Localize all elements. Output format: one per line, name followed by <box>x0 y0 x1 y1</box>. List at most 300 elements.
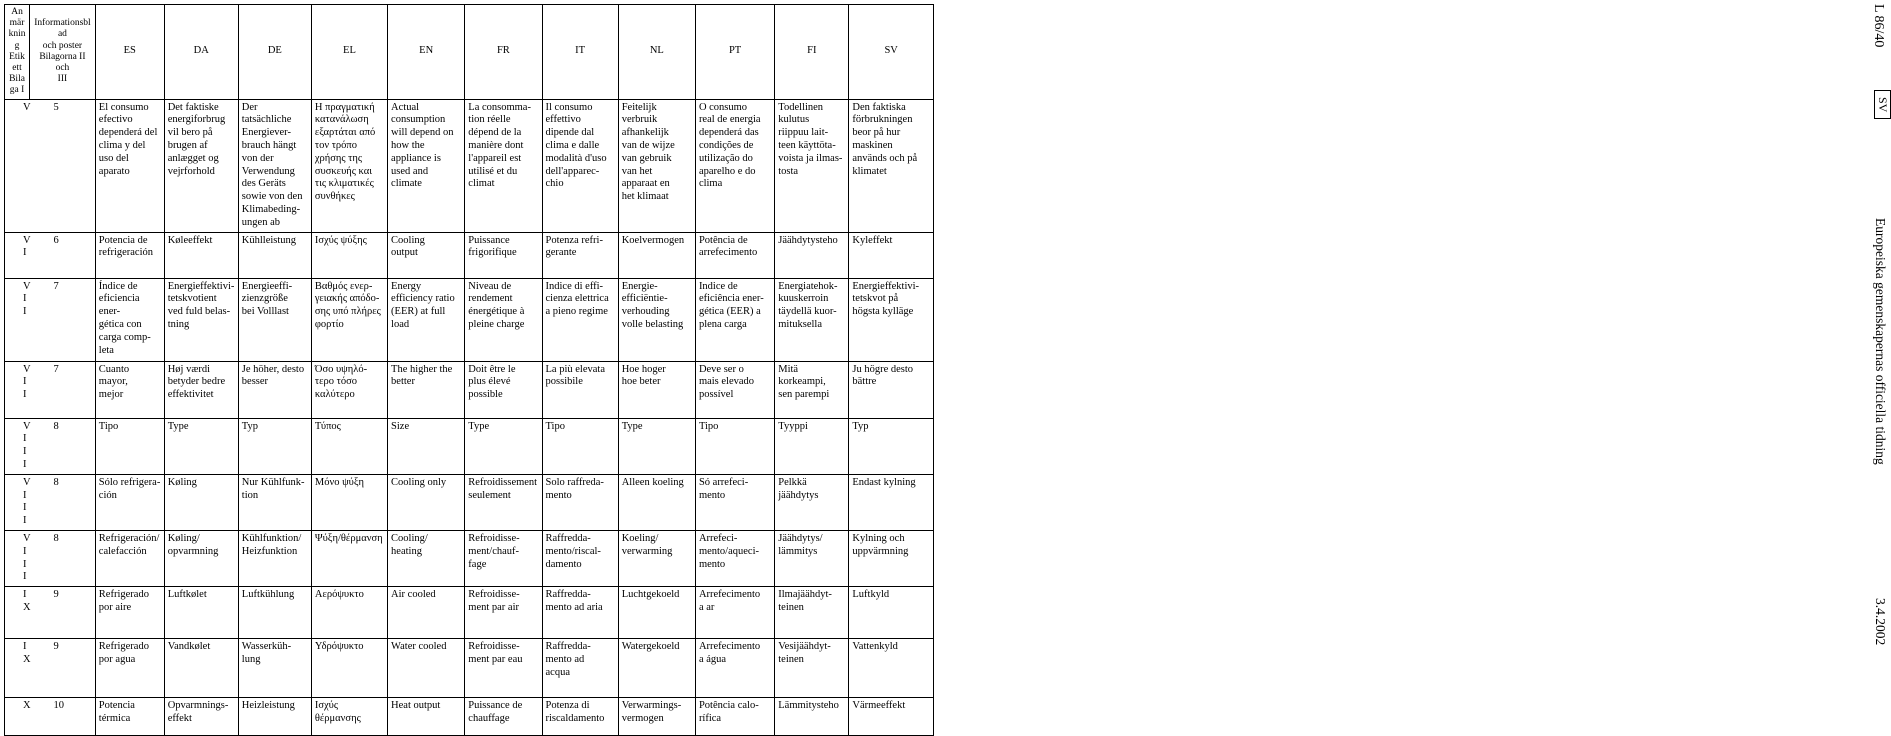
term-line: l'appareil est <box>468 152 522 164</box>
term-cell-fi <box>775 232 849 278</box>
term-line: real de energia <box>698 114 761 126</box>
term-line: ment/chauf- <box>468 545 520 557</box>
term-cell-fr <box>465 361 542 418</box>
terminology-table <box>4 4 934 736</box>
term-line: Índice de <box>98 280 138 292</box>
annex-item-number: 7 <box>30 278 96 361</box>
header-annexes-two-three: Informationsblad och poster Bilagorna II och III <box>30 5 96 100</box>
term-line: Size <box>391 420 410 432</box>
term-line: Potenza refri- <box>545 234 603 246</box>
term-line: Όσο υψηλό- <box>314 363 368 375</box>
term-line: Sólo refrigera- <box>98 476 161 488</box>
term-line: Värmeeffekt <box>852 700 906 712</box>
term-line: gerante <box>545 247 577 259</box>
term-line: Arrefeci- <box>698 532 738 544</box>
term-cell-nl <box>618 418 695 474</box>
term-line: arrefecimento <box>698 247 758 259</box>
term-line: klimatet <box>852 165 887 177</box>
term-line: mento/riscal- <box>545 545 601 557</box>
table-body <box>5 99 934 736</box>
term-line: verhouding <box>621 306 670 318</box>
term-line: Køling/ <box>167 532 200 544</box>
term-line: effettivo <box>545 114 581 126</box>
term-line: Kühlleistung <box>241 234 297 246</box>
term-line: dell'apparec- <box>545 165 600 177</box>
term-line: Vandkølet <box>167 641 211 653</box>
term-line: Water cooled <box>391 641 447 653</box>
annex-one-note: X <box>5 698 30 736</box>
term-cell-de <box>238 99 311 232</box>
term-line: Energiatehok- <box>778 280 838 292</box>
term-cell-el <box>311 418 387 474</box>
term-cell-en <box>388 698 465 736</box>
term-line: lung <box>241 653 261 665</box>
table-row <box>5 278 934 361</box>
term-line: des Geräts <box>241 178 286 190</box>
annex-one-note: VIII <box>5 418 30 474</box>
term-cell-en <box>388 232 465 278</box>
term-cell-el <box>311 530 387 586</box>
term-line: appliance is <box>391 152 441 164</box>
term-line: Potencia <box>98 700 135 712</box>
header-lang-nl: NL <box>618 5 695 100</box>
term-line: Potencia de <box>98 234 148 246</box>
term-cell-it <box>542 474 618 530</box>
header-lang-el: EL <box>311 5 387 100</box>
term-line: Cuanto mayor, <box>98 363 130 388</box>
term-line: mento <box>698 558 726 570</box>
term-line: beor på hur <box>852 127 901 139</box>
term-cell-sv <box>849 474 934 530</box>
term-line: Todellinen <box>778 101 824 113</box>
term-cell-el <box>311 698 387 736</box>
page-reference: L 86/40 <box>1871 4 1886 48</box>
term-line: riscaldamento <box>545 712 605 724</box>
term-line: Køleeffekt <box>167 234 213 246</box>
term-line: clima <box>698 178 723 190</box>
term-line: lämmitys <box>778 545 818 557</box>
term-line: Refroidisse- <box>468 641 520 653</box>
term-line: Arrefecimento <box>698 589 761 601</box>
term-cell-fi <box>775 698 849 736</box>
term-line: Jäähdytys/ <box>778 532 823 544</box>
term-line: jäähdytys <box>778 489 819 501</box>
term-cell-fi <box>775 361 849 418</box>
term-line: brugen af <box>167 140 208 152</box>
term-cell-nl <box>618 530 695 586</box>
term-cell-fi <box>775 530 849 586</box>
term-line: Koeling/ <box>621 532 659 544</box>
table-row <box>5 587 934 639</box>
term-cell-en <box>388 99 465 232</box>
term-line: tetskvot på <box>852 293 899 305</box>
term-line: χρήσης της <box>314 152 363 164</box>
term-line: bättre <box>852 376 877 388</box>
term-line: carga comp- <box>98 331 151 343</box>
term-line: Air cooled <box>391 589 436 601</box>
term-line: effekt <box>167 712 192 724</box>
term-line: van gebruik <box>621 152 672 164</box>
term-line: besser <box>241 376 269 388</box>
term-line: clima y del <box>98 140 146 152</box>
term-line: térmica <box>98 712 131 724</box>
term-cell-it <box>542 587 618 639</box>
term-cell-it <box>542 530 618 586</box>
term-line: possible <box>468 389 503 401</box>
term-line: Αερόψυκτο <box>314 589 364 601</box>
term-cell-da <box>164 418 238 474</box>
table-row <box>5 474 934 530</box>
term-line: fage <box>468 558 487 570</box>
term-cell-fr <box>465 232 542 278</box>
table-row <box>5 418 934 474</box>
term-line: τον τρόπο <box>314 140 357 152</box>
term-line: Køling <box>167 476 197 488</box>
term-line: tosta <box>778 165 799 177</box>
term-cell-pt <box>695 474 774 530</box>
term-line: Puissance <box>468 234 510 246</box>
term-line: Je höher, desto <box>241 363 305 375</box>
term-cell-pt <box>695 232 774 278</box>
term-line: used and <box>391 165 429 177</box>
term-cell-es <box>95 278 164 361</box>
term-cell-sv <box>849 278 934 361</box>
term-cell-fr <box>465 530 542 586</box>
term-line: betyder bedre <box>167 376 226 388</box>
table-row <box>5 698 934 736</box>
term-line: vermogen <box>621 712 664 724</box>
term-line: output <box>391 247 418 259</box>
term-cell-da <box>164 99 238 232</box>
term-line: will depend on <box>391 127 454 139</box>
term-line: Der tatsächliche <box>241 101 292 126</box>
term-line: Indice de <box>698 280 738 292</box>
term-cell-en <box>388 418 465 474</box>
term-line: La più elevata <box>545 363 605 375</box>
header-lang-es: ES <box>95 5 164 100</box>
term-line: a ar <box>698 601 715 613</box>
term-line: Tyyppi <box>778 420 808 432</box>
table-row <box>5 530 934 586</box>
term-line: κατανάλωση <box>314 114 369 126</box>
term-cell-el <box>311 361 387 418</box>
term-line: von der <box>241 152 274 164</box>
term-line: Heat output <box>391 700 441 712</box>
term-line: Refroidissement <box>468 476 538 488</box>
term-line: Opvarmnings- <box>167 700 229 712</box>
term-line: tion <box>241 489 259 501</box>
annex-one-note: IX <box>5 639 30 698</box>
term-line: La consomma- <box>468 101 531 113</box>
term-line: Ισχύς <box>314 700 339 712</box>
term-line: ment par eau <box>468 653 523 665</box>
term-cell-nl <box>618 232 695 278</box>
term-line: teinen <box>778 653 804 665</box>
table-row <box>5 232 934 278</box>
term-line: Ισχύς ψύξης <box>314 234 367 246</box>
term-line: énergétique à <box>468 306 525 318</box>
annex-item-number: 9 <box>30 587 96 639</box>
term-line: rífica <box>698 712 722 724</box>
term-line: mais elevado <box>698 376 755 388</box>
term-line: Energy <box>391 280 422 292</box>
term-line: O consumo <box>698 101 748 113</box>
term-line: mento/aqueci- <box>698 545 759 557</box>
term-line: Potência de <box>698 234 748 246</box>
term-line: calefacción <box>98 545 147 557</box>
term-cell-en <box>388 474 465 530</box>
term-line: damento <box>545 558 582 570</box>
term-line: teen käyttöta- <box>778 140 836 152</box>
term-cell-fi <box>775 474 849 530</box>
term-cell-nl <box>618 99 695 232</box>
term-line: dependerá das <box>698 127 759 139</box>
term-line: sowie von den <box>241 191 303 203</box>
term-line: Energiever- <box>241 127 291 139</box>
term-line: Den faktiska <box>852 101 906 113</box>
publication-date: 3.4.2002 <box>1873 598 1888 646</box>
term-line: climate <box>391 178 422 190</box>
side-margin <box>934 0 1890 669</box>
term-cell-en <box>388 278 465 361</box>
term-line: Hoe hoger <box>621 363 666 375</box>
term-line: τερο τόσο <box>314 376 357 388</box>
term-cell-de <box>238 530 311 586</box>
term-line: Raffredda- <box>545 532 591 544</box>
term-line: Refrigerado <box>98 641 149 653</box>
term-cell-it <box>542 278 618 361</box>
term-cell-da <box>164 530 238 586</box>
term-line: Tipo <box>545 420 565 432</box>
term-line: verwarming <box>621 545 673 557</box>
term-line: dependerá del <box>98 127 158 139</box>
term-line: Lämmitysteho <box>778 700 839 712</box>
term-line: Niveau de <box>468 280 512 292</box>
term-cell-sv <box>849 418 934 474</box>
term-cell-it <box>542 418 618 474</box>
term-line: maskinen <box>852 140 893 152</box>
term-cell-fr <box>465 99 542 232</box>
term-cell-fr <box>465 418 542 474</box>
term-line: possibile <box>545 376 583 388</box>
table-row <box>5 361 934 418</box>
header-lang-sv: SV <box>849 5 934 100</box>
term-line: Luftkühlung <box>241 589 295 601</box>
term-line: Energie- <box>621 280 658 292</box>
annex-one-note: VIII <box>5 530 30 586</box>
annex-item-number: 10 <box>30 698 96 736</box>
term-cell-it <box>542 232 618 278</box>
term-line: Doit être le <box>468 363 516 375</box>
header-lang-en: EN <box>388 5 465 100</box>
term-line: Refrigerado <box>98 589 149 601</box>
term-cell-da <box>164 278 238 361</box>
term-cell-fr <box>465 278 542 361</box>
term-line: συνθήκες <box>314 191 355 203</box>
term-cell-en <box>388 530 465 586</box>
term-line: ción <box>98 489 117 501</box>
term-cell-el <box>311 99 387 232</box>
annex-item-number: 9 <box>30 639 96 698</box>
term-line: mejor <box>98 389 124 401</box>
term-line: Vesijäähdyt- <box>778 641 831 653</box>
term-cell-el <box>311 639 387 698</box>
term-cell-fr <box>465 698 542 736</box>
annex-item-number: 8 <box>30 530 96 586</box>
term-line: täydellä kuor- <box>778 306 837 318</box>
term-cell-nl <box>618 639 695 698</box>
term-line: Det faktiske <box>167 101 219 113</box>
term-line: mituksella <box>778 318 823 330</box>
term-line: Alleen koeling <box>621 476 684 488</box>
language-box: SV <box>1874 90 1891 119</box>
header-lang-fr: FR <box>465 5 542 100</box>
annex-item-number: 8 <box>30 418 96 474</box>
term-line: Pelkkä <box>778 476 807 488</box>
term-line: mento ad aria <box>545 601 603 613</box>
term-line: sen parempi <box>778 389 830 401</box>
term-line: Type <box>621 420 643 432</box>
term-line: effektivitet <box>167 389 214 401</box>
term-cell-da <box>164 639 238 698</box>
term-cell-de <box>238 361 311 418</box>
term-cell-fi <box>775 99 849 232</box>
term-line: refrigeración <box>98 247 154 259</box>
term-line: ved fuld belas- <box>167 306 231 318</box>
term-line: Ju högre desto <box>852 363 914 375</box>
annex-one-note: V <box>5 99 30 232</box>
term-line: Høj værdi <box>167 363 210 375</box>
term-line: Verwendung <box>241 165 295 177</box>
term-line: bei Volllast <box>241 306 289 318</box>
term-cell-it <box>542 639 618 698</box>
term-line: korkeampi, <box>778 376 826 388</box>
term-line: Watergekoeld <box>621 641 680 653</box>
term-line: Kylning och <box>852 532 905 544</box>
annex-item-number: 5 <box>30 99 96 232</box>
term-cell-es <box>95 698 164 736</box>
term-line: Ψύξη/θέρμανση <box>314 532 383 544</box>
term-line: Endast kylning <box>852 476 916 488</box>
term-line: Klimabeding- <box>241 204 301 215</box>
term-line: Kyleffekt <box>852 234 893 246</box>
term-line: συσκευής και <box>314 165 373 177</box>
term-cell-sv <box>849 99 934 232</box>
term-line: climat <box>468 178 495 190</box>
header-lang-de: DE <box>238 5 311 100</box>
term-line: hoe beter <box>621 376 661 388</box>
term-line: Energieffektivi- <box>852 280 920 292</box>
term-line: vil bero på <box>167 127 213 139</box>
term-line: uso del <box>98 152 129 164</box>
term-line: Refroidisse- <box>468 532 520 544</box>
term-line: Raffredda- <box>545 641 591 653</box>
term-cell-de <box>238 278 311 361</box>
term-line: a água <box>698 653 727 665</box>
header-annex-one: Anmärkning Etikett Bilaga I <box>5 5 30 100</box>
term-cell-fi <box>775 587 849 639</box>
term-line: Heizleistung <box>241 700 295 712</box>
term-cell-es <box>95 99 164 232</box>
header-lang-pt: PT <box>695 5 774 100</box>
term-cell-pt <box>695 587 774 639</box>
term-line: εξαρτάται από <box>314 127 376 139</box>
term-line: condições de <box>698 140 754 152</box>
term-line: Actual <box>391 101 420 113</box>
term-cell-es <box>95 474 164 530</box>
term-cell-fr <box>465 474 542 530</box>
annex-one-note: VI <box>5 232 30 278</box>
term-line: energiforbrug <box>167 114 226 126</box>
annex-item-number: 8 <box>30 474 96 530</box>
header-lang-fi: FI <box>775 5 849 100</box>
term-cell-el <box>311 587 387 639</box>
term-line: utilisé et du <box>468 165 518 177</box>
term-line: teinen <box>778 601 804 613</box>
term-cell-nl <box>618 698 695 736</box>
term-line: Jäähdytysteho <box>778 234 838 246</box>
term-cell-nl <box>618 361 695 418</box>
term-cell-sv <box>849 232 934 278</box>
term-line: Cooling/ <box>391 532 428 544</box>
term-cell-el <box>311 232 387 278</box>
term-line: gética con <box>98 318 142 330</box>
term-cell-pt <box>695 698 774 736</box>
term-line: how the <box>391 140 425 152</box>
header-row <box>5 5 934 100</box>
term-line: Tipo <box>98 420 119 432</box>
term-cell-sv <box>849 361 934 418</box>
term-line: zienzgröße <box>241 293 288 305</box>
term-line: het klimaat <box>621 191 669 203</box>
term-cell-de <box>238 639 311 698</box>
term-line: Il consumo <box>545 101 593 113</box>
term-line: rendement <box>468 293 513 305</box>
term-line: Wasserküh- <box>241 641 292 653</box>
term-line: gética (EER) a <box>698 306 761 318</box>
term-line: Potenza di <box>545 700 590 712</box>
term-line: afhankelijk <box>621 127 669 139</box>
annex-one-note: VII <box>5 361 30 418</box>
term-cell-pt <box>695 418 774 474</box>
term-line: Βαθμός ενερ- <box>314 280 373 292</box>
annex-one-note: IX <box>5 587 30 639</box>
term-cell-sv <box>849 530 934 586</box>
term-line: Nur Kühlfunk- <box>241 476 305 488</box>
term-cell-pt <box>695 639 774 698</box>
term-cell-sv <box>849 587 934 639</box>
term-line: Koelvermogen <box>621 234 685 246</box>
term-line: Υδρόψυκτο <box>314 641 364 653</box>
term-line: (EER) at full <box>391 306 446 318</box>
term-line: volle belasting <box>621 318 684 330</box>
term-line: tion réelle <box>468 114 511 126</box>
term-cell-sv <box>849 639 934 698</box>
term-line: Ilmajäähdyt- <box>778 589 832 601</box>
term-cell-pt <box>695 530 774 586</box>
term-line: Raffredda- <box>545 589 591 601</box>
term-cell-fi <box>775 278 849 361</box>
term-line: vejrforhold <box>167 165 215 177</box>
term-cell-sv <box>849 698 934 736</box>
term-cell-nl <box>618 474 695 530</box>
term-line: högsta kylläge <box>852 306 914 318</box>
term-line: Type <box>468 420 490 432</box>
term-line: Solo raffreda- <box>545 476 604 488</box>
annex-item-number: 7 <box>30 361 96 418</box>
term-line: frigorifique <box>468 247 517 259</box>
term-line: Cooling <box>391 234 425 246</box>
